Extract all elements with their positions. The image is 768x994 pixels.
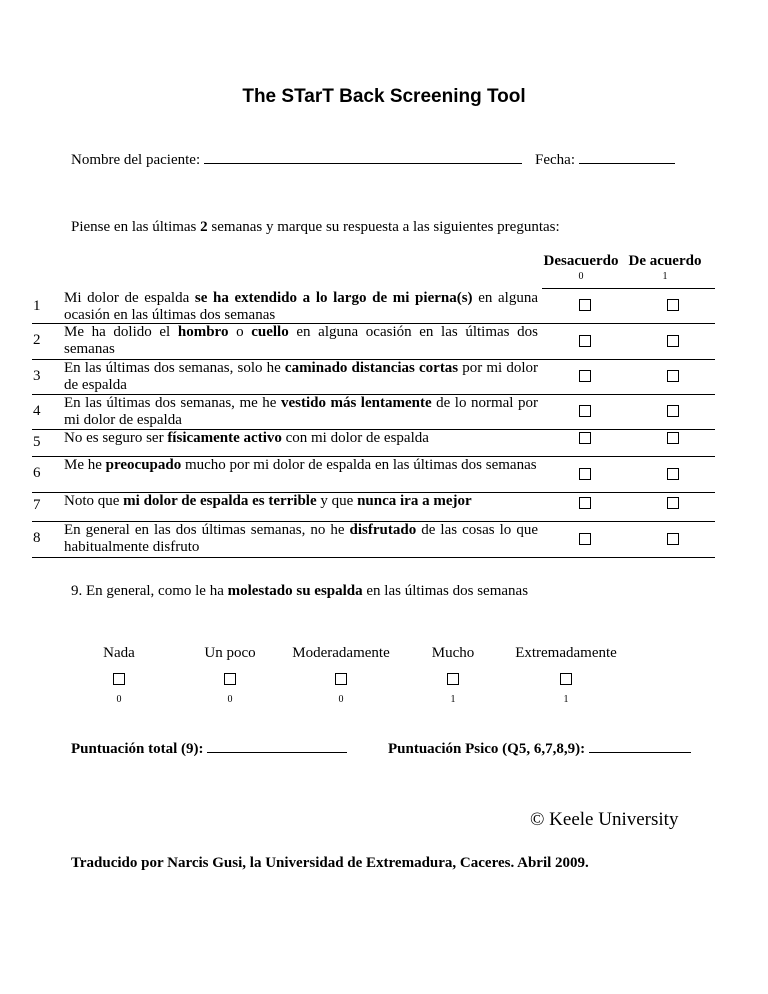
scale-option-checkbox[interactable] xyxy=(447,673,459,685)
disagree-checkbox[interactable] xyxy=(579,468,591,480)
disagree-checkbox[interactable] xyxy=(579,370,591,382)
column-agree: De acuerdo xyxy=(628,253,702,269)
column-disagree-score: 0 xyxy=(578,271,584,282)
column-agree-score: 1 xyxy=(662,271,668,282)
scale-option-checkbox[interactable] xyxy=(560,673,572,685)
patient-name-field[interactable] xyxy=(204,149,522,164)
scale-option-score: 1 xyxy=(450,694,456,705)
column-disagree: Desacuerdo xyxy=(543,253,619,269)
question-text-part: Mi dolor de espalda xyxy=(64,290,195,306)
question-text-bold: mi dolor de espalda es terrible xyxy=(123,493,317,509)
scale-option-label: Un poco xyxy=(204,645,256,661)
copyright: © Keele University xyxy=(530,809,679,830)
question-text-bold: preocupado xyxy=(105,457,182,473)
disagree-checkbox[interactable] xyxy=(579,533,591,545)
agree-checkbox[interactable] xyxy=(667,335,679,347)
question-number: 7 xyxy=(33,497,41,513)
psych-score-row xyxy=(388,738,691,758)
q9-text xyxy=(71,583,528,600)
question-number: 6 xyxy=(33,465,41,481)
question-text-part: con mi dolor de espalda xyxy=(281,430,429,446)
page-title: The STarT Back Screening Tool xyxy=(242,86,526,107)
psych-score-label: Puntuación Psico (Q5, 6,7,8,9): xyxy=(388,741,586,757)
question-text-part: o xyxy=(228,324,252,340)
instructions-weeks: 2 xyxy=(200,219,208,235)
question-text xyxy=(64,493,538,510)
question-text-bold: hombro xyxy=(177,324,229,340)
scale-option-label: Moderadamente xyxy=(292,645,390,661)
question-text xyxy=(64,395,538,429)
question-text-part: Me ha dolido el xyxy=(64,324,178,340)
disagree-checkbox[interactable] xyxy=(579,497,591,509)
translator-credit: Traducido por Narcis Gusi, la Universidad de Extremadura, Caceres. Abril 2009. xyxy=(71,855,589,871)
question-number: 3 xyxy=(33,368,41,384)
psych-score-field[interactable] xyxy=(589,738,691,753)
question-text-bold: físicamente activo xyxy=(167,430,282,446)
patient-name-row xyxy=(71,149,522,169)
agree-checkbox[interactable] xyxy=(667,405,679,417)
question-text xyxy=(64,457,538,474)
scale-option-checkbox[interactable] xyxy=(113,673,125,685)
scale-option-score: 0 xyxy=(116,694,122,705)
question-number: 8 xyxy=(33,530,41,546)
question-text-bold: vestido más lentamente xyxy=(280,395,432,411)
question-text-part: y que xyxy=(316,493,358,509)
question-text xyxy=(64,290,538,324)
question-text-part: No es seguro ser xyxy=(64,430,168,446)
question-number: 1 xyxy=(33,298,41,314)
q9-text-bold: molestado su espalda xyxy=(227,583,363,599)
question-text-bold: cuello xyxy=(251,324,289,340)
row-divider xyxy=(32,557,715,558)
agree-checkbox[interactable] xyxy=(667,533,679,545)
question-text-part: Noto que xyxy=(64,493,124,509)
question-text-part: En las últimas dos semanas, solo he xyxy=(64,360,285,376)
disagree-checkbox[interactable] xyxy=(579,299,591,311)
question-text xyxy=(64,324,538,358)
patient-name-label: Nombre del paciente: xyxy=(71,152,201,168)
question-number: 5 xyxy=(33,434,41,450)
question-text-part: Me he xyxy=(64,457,106,473)
question-text xyxy=(64,360,538,394)
instructions-text: Piense en las últimas xyxy=(71,219,201,235)
question-text-bold: disfrutado xyxy=(349,522,417,538)
total-score-field[interactable] xyxy=(207,738,347,753)
scale-option-score: 1 xyxy=(563,694,569,705)
agree-checkbox[interactable] xyxy=(667,468,679,480)
question-number: 2 xyxy=(33,332,41,348)
agree-checkbox[interactable] xyxy=(667,370,679,382)
agree-checkbox[interactable] xyxy=(667,497,679,509)
date-label: Fecha: xyxy=(535,152,575,168)
agree-checkbox[interactable] xyxy=(667,299,679,311)
scale-option-label: Mucho xyxy=(431,645,475,661)
scale-option-label: Nada xyxy=(103,645,135,661)
question-text-part: en alguna ocasión en las últimas dos semanas xyxy=(64,290,538,323)
disagree-checkbox[interactable] xyxy=(579,405,591,417)
date-row xyxy=(535,149,675,169)
question-text-part: En general en las dos últimas semanas, no he xyxy=(64,522,350,538)
scale-option-label: Extremadamente xyxy=(515,645,617,661)
question-text-part: mucho por mi dolor de espalda en las últimas dos semanas xyxy=(181,457,537,473)
question-text-part: por mi dolor de espalda xyxy=(64,360,539,393)
question-text xyxy=(64,430,538,447)
question-text-part: en alguna ocasión en las últimas dos semanas xyxy=(64,324,538,357)
question-text-bold: nunca ira a mejor xyxy=(357,493,472,509)
total-score-label: Puntuación total (9): xyxy=(71,741,204,757)
disagree-checkbox[interactable] xyxy=(579,335,591,347)
instructions-text-end: semanas y marque su respuesta a las siguientes preguntas: xyxy=(207,219,560,235)
disagree-checkbox[interactable] xyxy=(579,432,591,444)
scale-option-checkbox[interactable] xyxy=(335,673,347,685)
scale-option-score: 0 xyxy=(338,694,344,705)
total-score-row xyxy=(71,738,347,758)
date-field[interactable] xyxy=(579,149,675,164)
question-text xyxy=(64,522,538,556)
agree-checkbox[interactable] xyxy=(667,432,679,444)
question-text-part: de lo normal por mi dolor de espalda xyxy=(64,395,538,428)
question-text-bold: se ha extendido a lo largo de mi pierna(s) xyxy=(194,290,473,306)
scale-option-score: 0 xyxy=(227,694,233,705)
question-text-part: de las cosas lo que habitualmente disfruto xyxy=(64,522,538,555)
q9-text-end: en las últimas dos semanas xyxy=(362,583,529,599)
header-divider xyxy=(542,288,715,289)
q9-text-start: 9. En general, como le ha xyxy=(71,583,228,599)
question-text-part: En las últimas dos semanas, me he xyxy=(64,395,281,411)
scale-option-checkbox[interactable] xyxy=(224,673,236,685)
question-text-bold: caminado distancias cortas xyxy=(284,360,459,376)
instructions xyxy=(71,219,560,236)
question-number: 4 xyxy=(33,403,41,419)
